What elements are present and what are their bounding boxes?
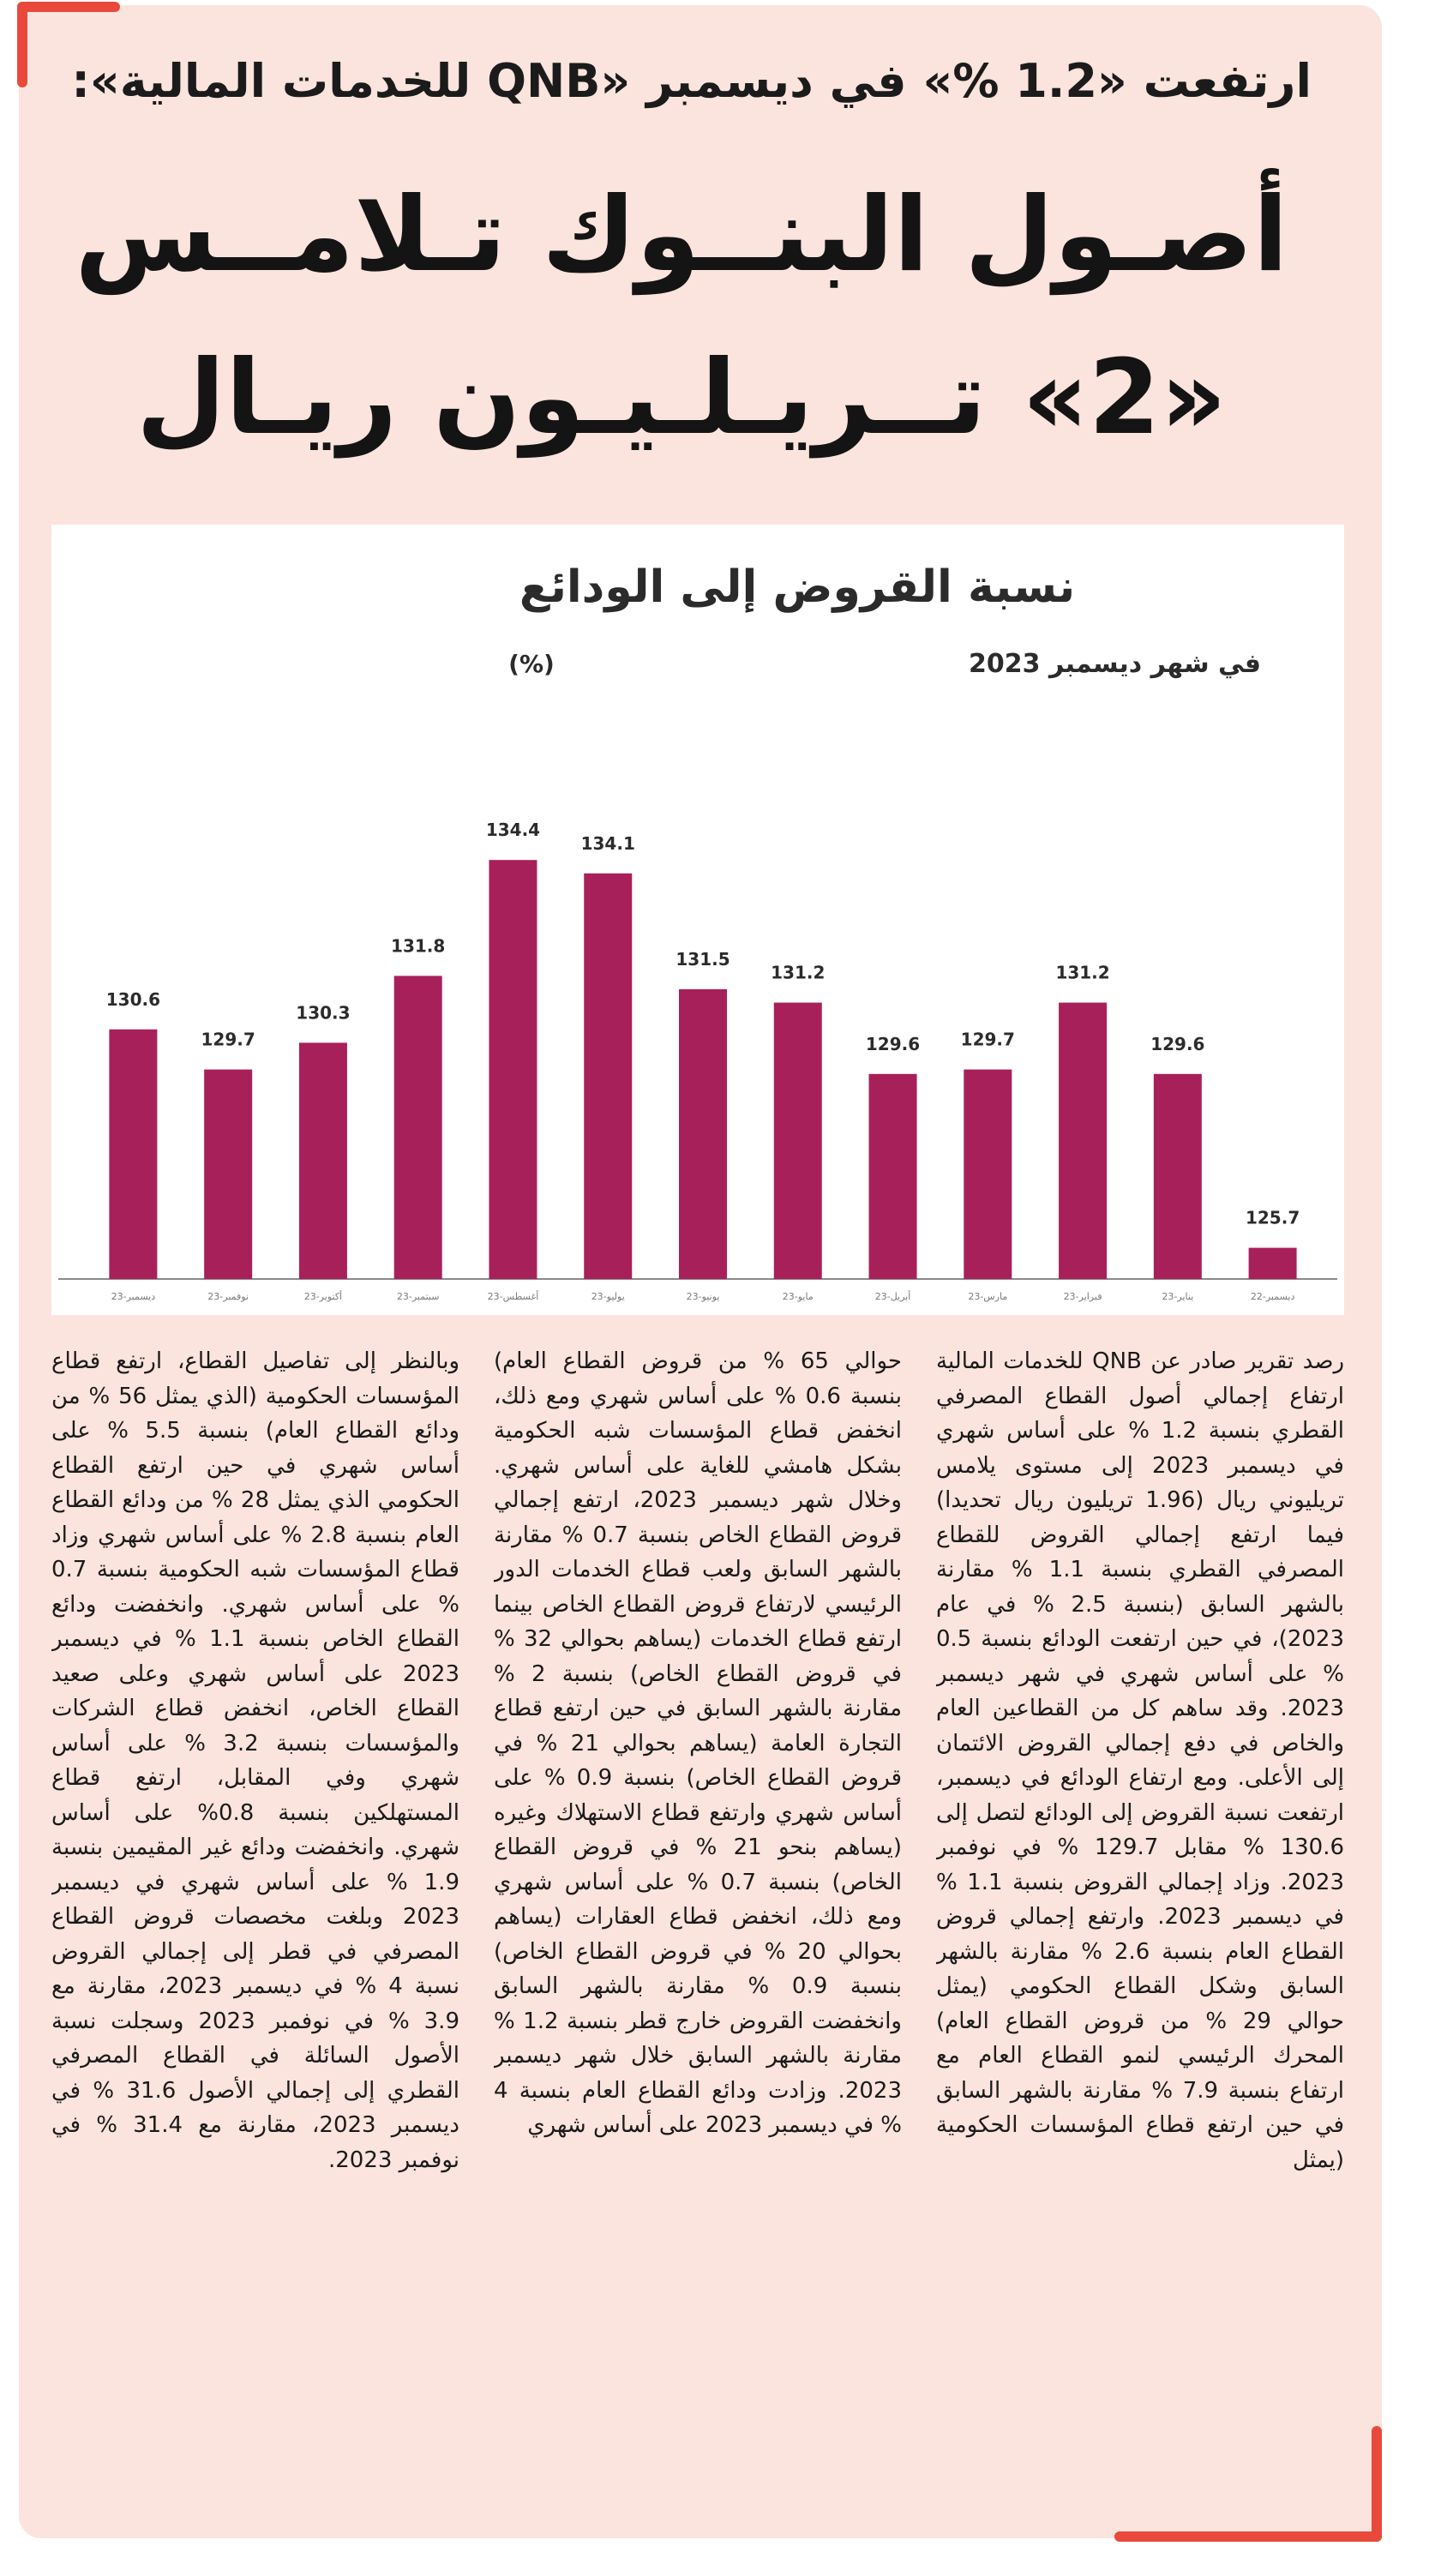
article-column-3-text: وبالنظر إلى تفاصيل القطاع، ارتفع قطاع المؤسسات الحكومية (الذي يمثل 56 % من ودائع القطاع العام) بنسبة 5.5 % على أساس شهري في حين ارتفع القطاع الحكومي الذي يمثل 28 % من ودائع القطاع العام بنسبة 2.8 % على أساس شهري وزاد قطاع المؤسسات شبه الحكومية بنسبة 0.7 % على أساس شهري. وانخفضت ودائع القطاع الخاص بنسبة 1.1 % في ديسمبر 2023 على أساس شهري وعلى صعيد القطاع الخاص، انخفض قطاع الشركات والمؤسسات بنسبة 3.2 % على أساس شهري وفي المقابل، ارتفع قطاع المستهلكين بنسبة 0.8% على أساس شهري. وانخفضت ودائع غير المقيمين بنسبة 1.9 % على أساس شهري في ديسمبر 2023 وبلغت مخصصات قروض القطاع المصرفي في قطر إلى إجمالي القروض نسبة 4 % في ديسمبر 2023، مقارنة مع 3.9 % في نوفمبر 2023 وسجلت نسبة الأصول السائلة في القطاع المصرفي القطري إلى إجمالي الأصول 31.6 % في ديسمبر 2023، مقارنة مع 31.4 % في نوفمبر 2023. bbox=[51, 1348, 459, 2173]
chart-bar bbox=[204, 1070, 252, 1279]
chart-x-tick-label: أغسطس-23 bbox=[487, 1291, 539, 1302]
chart-value-label: 134.4 bbox=[485, 820, 541, 841]
chart-canvas bbox=[51, 525, 1344, 1315]
chart-bar bbox=[299, 1042, 347, 1279]
chart-x-tick-label: مايو-23 bbox=[782, 1291, 814, 1302]
chart-bar bbox=[964, 1070, 1012, 1279]
main-headline-line-1: أصـول البنــوك تـلامــس bbox=[75, 176, 1288, 295]
chart-value-label: 130.3 bbox=[296, 1002, 351, 1024]
chart-bar bbox=[679, 989, 727, 1279]
chart-subtitle: في شهر ديسمبر 2023 bbox=[969, 649, 1262, 679]
chart-x-tick-label: ديسمبر-22 bbox=[1250, 1291, 1295, 1302]
chart-bar bbox=[394, 976, 442, 1279]
chart-bar bbox=[869, 1074, 917, 1279]
chart-value-label: 131.5 bbox=[675, 949, 730, 970]
chart-x-tick-label: أبريل-23 bbox=[874, 1291, 911, 1302]
main-headline-line-2: «2» تــريـلـيـون ريـال bbox=[136, 339, 1227, 458]
chart-bar bbox=[584, 874, 632, 1279]
chart-x-tick-label: ديسمبر-23 bbox=[111, 1291, 156, 1302]
article-body bbox=[51, 1344, 1344, 2519]
chart-value-label: 125.7 bbox=[1245, 1207, 1300, 1228]
loan-to-deposit-chart bbox=[51, 525, 1344, 1315]
chart-x-tick-label: سبتمبر-23 bbox=[396, 1291, 440, 1302]
chart-bar bbox=[109, 1030, 157, 1279]
kicker-headline: ارتفعت «1.2 %» في ديسمبر «QNB للخدمات المالية»: bbox=[71, 54, 1312, 108]
corner-accent-bottom-vertical bbox=[1372, 2426, 1382, 2542]
article-column-1 bbox=[936, 1344, 1344, 2519]
chart-x-tick-label: يناير-23 bbox=[1162, 1291, 1194, 1302]
chart-value-label: 134.1 bbox=[580, 832, 635, 854]
chart-value-label: 129.6 bbox=[1150, 1033, 1205, 1054]
chart-bar bbox=[1059, 1003, 1107, 1279]
article-column-3 bbox=[51, 1344, 459, 2519]
chart-value-label: 131.8 bbox=[391, 935, 446, 957]
chart-bar bbox=[1154, 1074, 1202, 1279]
chart-x-tick-label: نوفمبر-23 bbox=[207, 1291, 249, 1302]
chart-value-label: 129.7 bbox=[960, 1029, 1015, 1050]
corner-accent-bottom bbox=[1114, 2531, 1382, 2542]
article-column-1-text: رصد تقرير صادر عن QNB للخدمات المالية ارتفاع إجمالي أصول القطاع المصرفي القطري بنسبة 1.2 % على أساس شهري في ديسمبر 2023 إلى مستوى يلامس تريليوني ريال (1.96 تريليون ريال تحديدا) فيما ارتفع إجمالي القروض للقطاع المصرفي القطري بنسبة 1.1 % مقارنة بالشهر السابق (بنسبة 2.5 % في عام 2023)، في حين ارتفعت الودائع بنسبة 0.5 % على أساس شهري في شهر ديسمبر 2023. وقد ساهم كل من القطاعين العام والخاص في دفع إجمالي القروض الائتمان إلى الأعلى. ومع ارتفاع الودائع في ديسمبر، ارتفعت نسبة القروض إلى الودائع لتصل إلى 130.6 % مقابل 129.7 % في نوفمبر 2023. وزاد إجمالي القروض بنسبة 1.1 % في ديسمبر 2023. وارتفع إجمالي قروض القطاع العام بنسبة 2.6 % مقارنة بالشهر السابق وشكل القطاع الحكومي (يمثل حوالي 29 % من قروض القطاع العام) المحرك الرئيسي لنمو القطاع العام مع ارتفاع بنسبة 7.9 % مقارنة بالشهر السابق في حين ارتفع قطاع المؤسسات الحكومية (يمثل bbox=[936, 1348, 1344, 2173]
chart-value-label: 129.6 bbox=[865, 1033, 921, 1054]
chart-x-tick-label: يونيو-23 bbox=[686, 1291, 720, 1302]
article-column-2 bbox=[494, 1344, 902, 2519]
chart-value-label: 129.7 bbox=[201, 1029, 255, 1050]
chart-bars bbox=[106, 820, 1300, 1302]
chart-value-label: 131.2 bbox=[1055, 962, 1110, 983]
chart-bar bbox=[1249, 1248, 1297, 1279]
chart-x-tick-label: مارس-23 bbox=[968, 1291, 1008, 1302]
chart-bar bbox=[489, 860, 537, 1279]
chart-unit-label: (%) bbox=[508, 650, 555, 678]
chart-x-tick-label: يوليو-23 bbox=[591, 1291, 625, 1302]
corner-accent-top-vertical bbox=[17, 2, 27, 87]
article-column-2-text: حوالي 65 % من قروض القطاع العام) بنسبة 0.6 % على أساس شهري ومع ذلك، انخفض قطاع المؤسسات شبه الحكومية بشكل هامشي للغاية على أساس شهري. وخلال شهر ديسمبر 2023، ارتفع إجمالي قروض القطاع الخاص بنسبة 0.7 % مقارنة بالشهر السابق ولعب قطاع الخدمات الدور الرئيسي لارتفاع قروض القطاع الخاص بينما ارتفع قطاع الخدمات (يساهم بحوالي 32 % في قروض القطاع الخاص) بنسبة 2 % مقارنة بالشهر السابق في حين ارتفع قطاع التجارة العامة (يساهم بحوالي 21 % في قروض القطاع الخاص) بنسبة 0.9 % على أساس شهري وارتفع قطاع الاستهلاك وغيره (يساهم بنحو 21 % في قروض القطاع الخاص) بنسبة 0.7 % على أساس شهري ومع ذلك، انخفض قطاع العقارات (يساهم بحوالي 20 % في قروض القطاع الخاص) بنسبة 0.9 % مقارنة بالشهر السابق وانخفضت القروض خارج قطر بنسبة 1.2 % مقارنة بالشهر السابق خلال شهر ديسمبر 2023. وزادت ودائع القطاع العام بنسبة 4 % في ديسمبر 2023 على أساس شهري bbox=[494, 1348, 902, 2138]
corner-accent-top bbox=[17, 2, 120, 12]
chart-value-label: 130.6 bbox=[105, 988, 161, 1010]
chart-x-tick-label: أكتوبر-23 bbox=[303, 1291, 343, 1302]
chart-title: نسبة القروض إلى الودائع bbox=[519, 561, 1076, 613]
chart-bar bbox=[774, 1003, 822, 1279]
chart-x-tick-label: فبراير-23 bbox=[1063, 1291, 1102, 1302]
chart-value-label: 131.2 bbox=[771, 962, 826, 983]
